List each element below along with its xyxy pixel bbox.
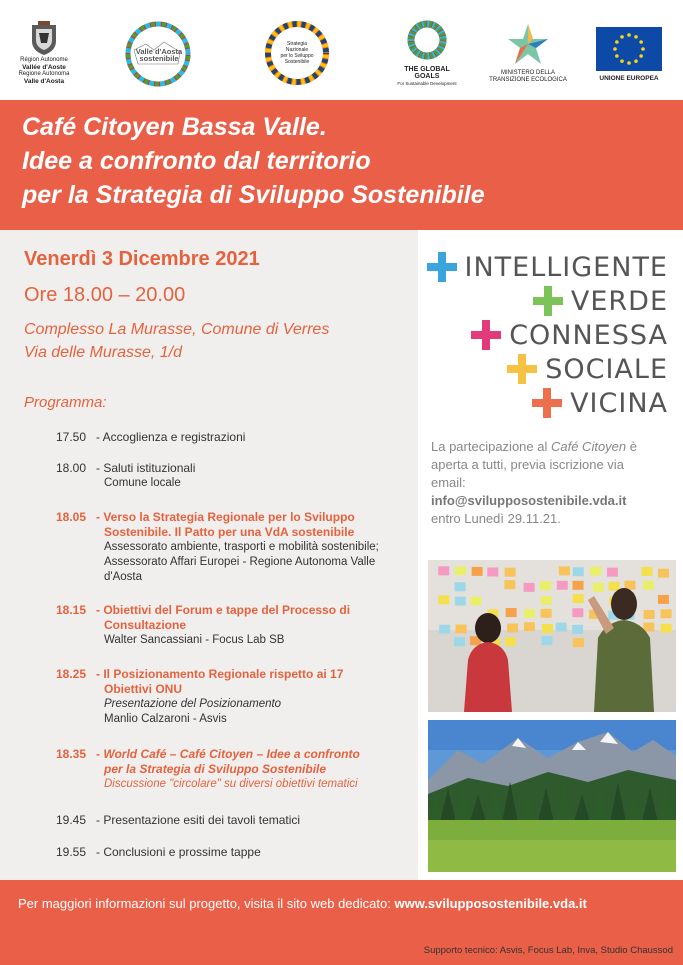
- eu-text: UNIONE EUROPEA: [599, 74, 659, 82]
- program-speaker: Assessorato Affari Europei - Regione Autonoma Valle: [104, 556, 376, 568]
- global-goals-text-2: For Sustainable Development: [397, 80, 457, 86]
- program-title: Obiettivi ONU: [104, 682, 183, 696]
- workshop-illustration: [428, 560, 676, 712]
- program-title: Consultazione: [104, 618, 187, 632]
- program-item: [56, 813, 412, 828]
- post-it-note: [455, 597, 466, 606]
- post-it-note: [607, 568, 618, 577]
- program-time: 19.45: [56, 813, 87, 827]
- post-it-note: [504, 580, 515, 589]
- post-it-note: [454, 637, 465, 646]
- eu-star: [615, 54, 619, 58]
- post-it-note: [487, 567, 498, 576]
- post-it-note: [524, 583, 535, 592]
- post-it-note: [573, 594, 584, 603]
- program-item: [56, 510, 412, 585]
- program-item: [56, 845, 412, 860]
- venue-line-1: Complesso La Murasse, Comune di Verres: [24, 321, 330, 338]
- post-it-note: [573, 581, 584, 590]
- program-time: 18.05: [56, 510, 87, 524]
- footer-text: Per maggiori informazioni sul progetto, visita il sito web dedicato:: [18, 896, 395, 911]
- program-subtitle: Presentazione del Posizionamento: [104, 698, 282, 710]
- eu-star: [627, 61, 631, 65]
- event-time: Ore 18.00 – 20.00: [24, 284, 186, 306]
- programma-title: Programma:: [24, 394, 107, 411]
- program-speaker: d'Aosta: [104, 571, 142, 583]
- title-line-2: Idee a confronto dal territorio: [22, 147, 371, 175]
- landscape-photo: [428, 720, 676, 872]
- eu-star: [634, 59, 638, 63]
- info-text: email:: [431, 475, 466, 490]
- eu-star: [627, 33, 631, 37]
- keyword-text: CONNESSA: [509, 319, 668, 351]
- keyword-connessa: [471, 318, 668, 352]
- program-item: [56, 667, 412, 727]
- post-it-note: [661, 609, 672, 618]
- info-text: aperta a tutti, previa iscrizione via: [431, 457, 624, 472]
- region-text-3: Regione Autonoma: [18, 71, 70, 77]
- valle-text-1: Valle d'Aosta: [135, 47, 183, 56]
- post-it-note: [438, 595, 449, 604]
- keyword-verde: [533, 284, 668, 318]
- program-title: - Conclusioni e prossime tappe: [96, 845, 261, 859]
- eu-star: [639, 40, 643, 44]
- post-it-note: [572, 608, 583, 617]
- info-text: La partecipazione al: [431, 439, 551, 454]
- program-speaker: Walter Sancassiani - Focus Lab SB: [104, 634, 285, 646]
- post-it-note: [507, 624, 518, 633]
- plus-icon: [533, 286, 563, 316]
- keyword-text: INTELLIGENTE: [464, 251, 668, 283]
- region-logo: [14, 14, 74, 92]
- valle-text-2: sostenibile: [139, 54, 179, 63]
- program-speaker: Comune locale: [104, 477, 181, 489]
- post-it-note: [572, 625, 583, 634]
- program-title: - Presentazione esiti dei tavoli tematici: [96, 813, 301, 827]
- program-speaker: Manlio Calzaroni - Asvis: [104, 713, 227, 725]
- post-it-note: [524, 622, 535, 631]
- post-it-note: [658, 569, 669, 578]
- strategia-text-4: Sostenibile: [284, 59, 310, 65]
- post-it-note: [557, 581, 568, 590]
- info-deadline: entro Lunedì 29.11.21.: [431, 511, 561, 526]
- global-goals-logo: [392, 18, 462, 88]
- landscape-illustration: [428, 720, 676, 872]
- eu-star: [620, 35, 624, 39]
- post-it-note: [541, 636, 552, 645]
- post-it-note: [573, 567, 584, 576]
- coat-of-arms-icon: [29, 21, 59, 57]
- footer-bar: [0, 880, 683, 965]
- participation-info: [431, 438, 679, 528]
- footer-info: [18, 896, 587, 911]
- event-venue: [24, 318, 329, 364]
- program-time: 19.55: [56, 845, 87, 859]
- post-it-note: [541, 596, 552, 605]
- eu-star: [613, 47, 617, 51]
- website-link[interactable]: www.svilupposostenibile.vda.it: [394, 896, 587, 911]
- ministero-text-1: MINISTERO DELLA: [500, 70, 555, 76]
- event-date: Venerdì 3 Dicembre 2021: [24, 248, 260, 270]
- program-time: 18.15: [56, 603, 87, 617]
- post-it-note: [524, 609, 535, 618]
- post-it-note: [505, 568, 516, 577]
- post-it-note: [658, 595, 669, 604]
- post-it-note: [644, 610, 655, 619]
- region-text-4: Valle d'Aosta: [23, 78, 65, 85]
- post-it-note: [455, 566, 466, 575]
- venue-line-2: Via delle Murasse, 1/d: [24, 344, 183, 361]
- info-text-em: Café Citoyen: [550, 439, 627, 454]
- program-title: - Verso la Strategia Regionale per lo Sviluppo: [96, 510, 355, 524]
- plus-icon: [427, 252, 457, 282]
- region-text-1: Région Autonome: [20, 57, 68, 63]
- plus-icon: [532, 388, 562, 418]
- post-it-note: [472, 567, 483, 576]
- workshop-photo: [428, 560, 676, 712]
- eu-star: [639, 54, 643, 58]
- keyword-vicina: [532, 386, 668, 420]
- keyword-text: VICINA: [570, 387, 668, 419]
- post-it-note: [540, 581, 551, 590]
- global-goals-wheel-icon: [407, 20, 447, 60]
- program-title: per la Strategia di Sviluppo Sostenibile: [104, 762, 327, 776]
- post-it-note: [506, 608, 517, 617]
- post-it-note: [609, 582, 620, 591]
- post-it-note: [593, 583, 604, 592]
- program-subtitle: Discussione "circolare" su diversi obiettivi tematici: [104, 778, 358, 790]
- keyword-text: VERDE: [570, 285, 668, 317]
- eu-logo: [594, 24, 664, 84]
- eu-star: [634, 35, 638, 39]
- post-it-note: [542, 624, 553, 633]
- eu-star: [620, 59, 624, 63]
- keyword-sociale: [507, 352, 668, 386]
- program-title: - Obiettivi del Forum e tappe del Processo di: [96, 603, 351, 617]
- post-it-note: [661, 624, 672, 633]
- plus-icon: [471, 320, 501, 350]
- program-speaker: Assessorato ambiente, trasporti e mobilità sostenibile;: [104, 541, 379, 553]
- program-time: 17.50: [56, 430, 87, 444]
- post-it-note: [641, 567, 652, 576]
- program-item: [56, 747, 412, 792]
- program-time: 18.25: [56, 667, 87, 681]
- title-line-1: Café Citoyen Bassa Valle.: [22, 113, 327, 141]
- post-it-note: [456, 624, 467, 633]
- keyword-text: SOCIALE: [545, 353, 668, 385]
- footer-credit: Supporto tecnico: Asvis, Focus Lab, Inva, Studio Chaussod: [423, 945, 673, 956]
- post-it-note: [643, 623, 654, 632]
- valle-sostenibile-logo: [118, 18, 200, 92]
- post-it-note: [590, 567, 601, 576]
- post-it-note: [471, 596, 482, 605]
- post-it-note: [556, 623, 567, 632]
- post-it-note: [573, 638, 584, 647]
- eu-star: [641, 47, 645, 51]
- star-leaf-icon: [506, 22, 550, 66]
- title-banner: [0, 100, 683, 230]
- global-goals-text-1: THE GLOBAL GOALS: [404, 65, 450, 80]
- keyword-intelligente: [427, 250, 669, 284]
- program-title: - Il Posizionamento Regionale rispetto ai 17: [96, 667, 344, 681]
- region-text-2: Vallée d'Aoste: [22, 64, 66, 71]
- program-title: - World Café – Café Citoyen – Idee a confronto: [96, 747, 360, 761]
- ministero-logo: [478, 16, 578, 90]
- post-it-note: [438, 566, 449, 575]
- strategia-logo: [262, 18, 332, 88]
- strategia-text-3: per lo Sviluppo: [280, 53, 314, 59]
- post-it-note: [505, 637, 516, 646]
- program-time: 18.00: [56, 461, 87, 475]
- program-title: - Saluti istituzionali: [96, 461, 196, 475]
- program-item: [56, 603, 412, 648]
- strategia-text-2: Nazionale: [285, 47, 309, 53]
- info-text: è: [626, 439, 637, 454]
- post-it-note: [559, 566, 570, 575]
- program-title: Sostenibile. Il Patto per una VdA sostenibile: [104, 525, 355, 539]
- email-link[interactable]: info@svilupposostenibile.vda.it: [431, 493, 627, 508]
- post-it-note: [439, 625, 450, 634]
- program-title: - Accoglienza e registrazioni: [96, 430, 246, 444]
- program-item: [56, 430, 412, 445]
- logo-bar: [0, 0, 683, 100]
- ministero-text-2: TRANSIZIONE ECOLOGICA: [489, 77, 567, 83]
- post-it-note: [541, 609, 552, 618]
- plus-icon: [507, 354, 537, 384]
- eu-flag-icon: [596, 27, 662, 71]
- post-it-note: [643, 581, 654, 590]
- eu-star: [615, 40, 619, 44]
- program-time: 18.35: [56, 747, 87, 761]
- program-item: [56, 461, 412, 491]
- title-line-3: per la Strategia di Sviluppo Sostenibile: [22, 181, 485, 209]
- strategia-text-1: Strategia: [286, 41, 307, 47]
- post-it-note: [455, 582, 466, 591]
